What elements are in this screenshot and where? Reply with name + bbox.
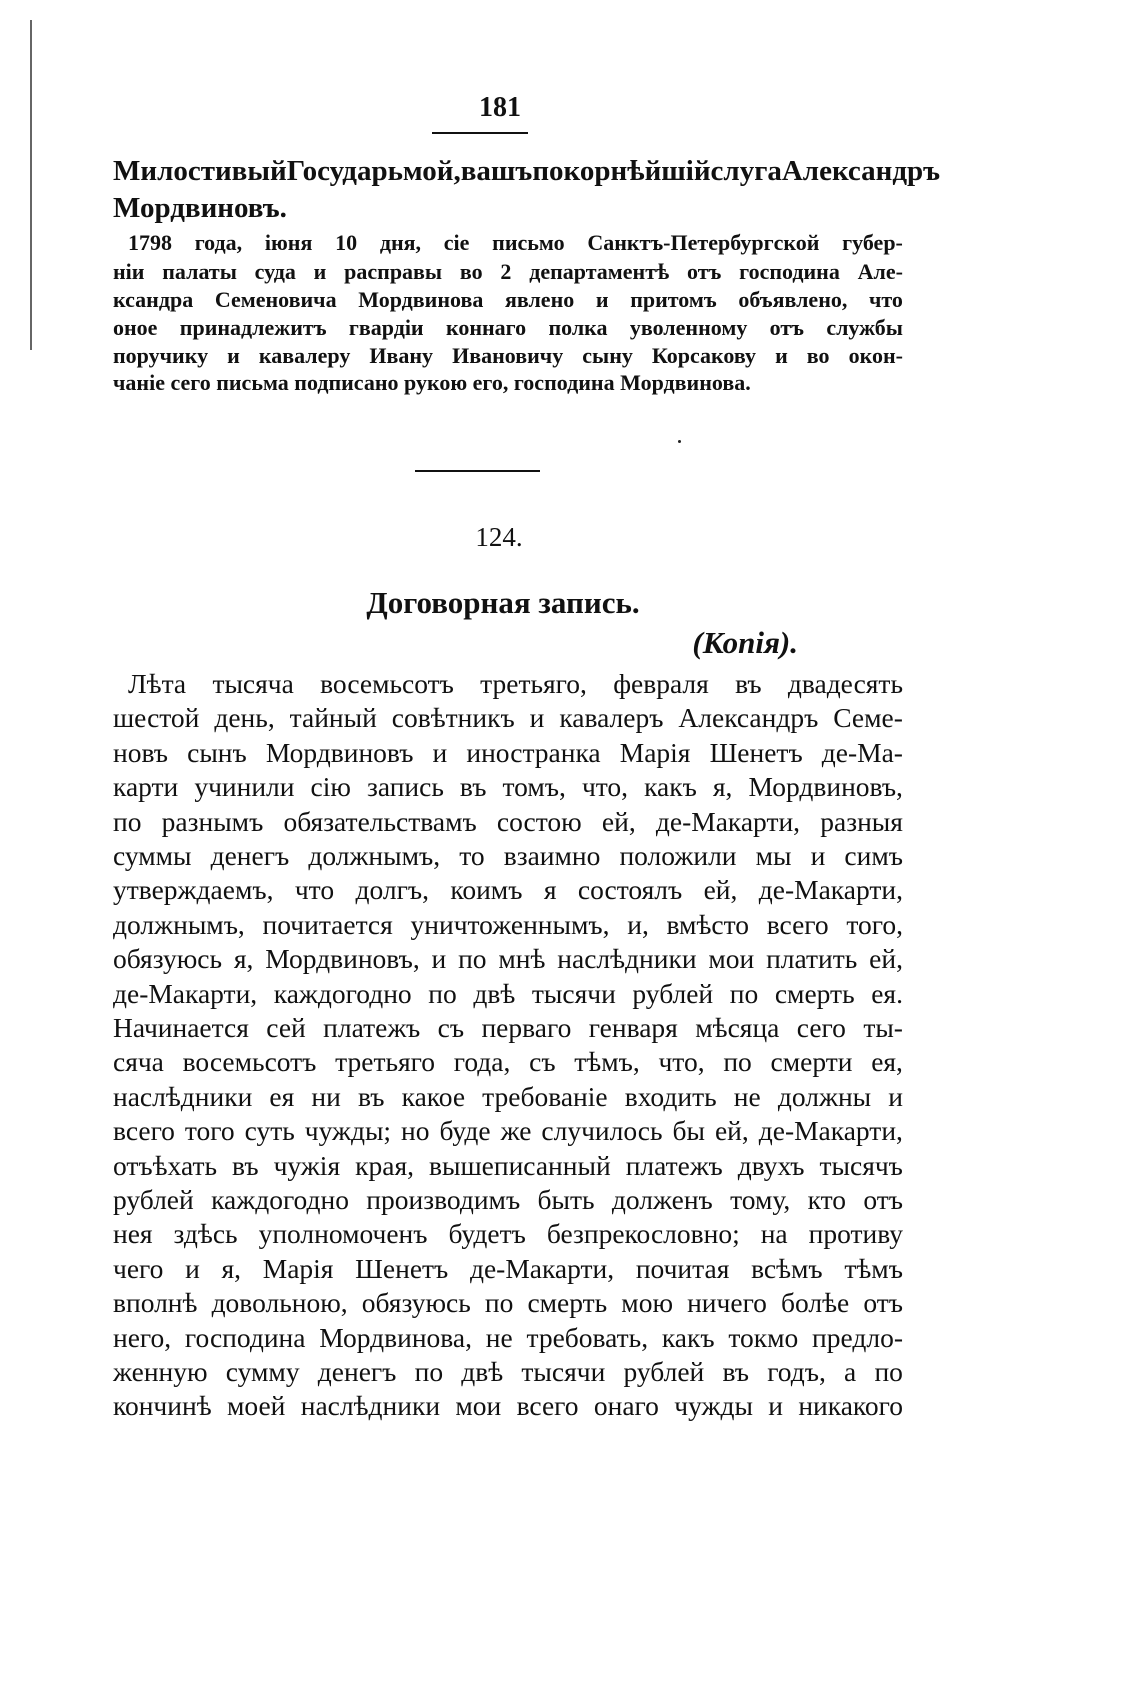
word: тѣмъ (844, 1252, 903, 1284)
word: де-Макарти, (758, 874, 903, 906)
word: по (113, 805, 142, 837)
word: ей, (703, 874, 738, 906)
word: вышеписанный (429, 1149, 611, 1181)
word: утверждаемъ, (113, 874, 274, 906)
word: и (185, 1252, 200, 1284)
word: состою (496, 805, 582, 837)
word: ея. (871, 977, 903, 1009)
word: того (184, 1115, 235, 1147)
word: какое (401, 1080, 466, 1112)
document-body-line (113, 1115, 903, 1147)
word: сыну (582, 343, 633, 368)
word: смерть (527, 1287, 608, 1319)
word: чужды (674, 1390, 753, 1422)
word: притомъ (630, 287, 717, 312)
registration-note-line (128, 230, 903, 256)
word: что, (581, 771, 629, 803)
word: противу (808, 1218, 903, 1250)
word: платежъ (323, 1012, 421, 1043)
word: восемьсотъ (320, 668, 454, 699)
word: мѣсяца (695, 1012, 780, 1043)
document-body-line (113, 702, 903, 734)
word: Шенетъ (355, 1252, 449, 1284)
word: производимъ (366, 1184, 521, 1215)
word: въ (357, 1080, 385, 1112)
page-number-rule (432, 132, 528, 134)
word: коннаго (445, 315, 527, 340)
word: Марiя (619, 736, 691, 768)
word: полка (548, 315, 608, 340)
word: Мордвинова, (319, 1321, 473, 1353)
word: чужiя (273, 1149, 341, 1181)
word: разныя (820, 805, 903, 837)
word: требовать, (526, 1321, 649, 1353)
word: и (227, 343, 240, 368)
word: обязательствамъ (283, 805, 477, 837)
word: де-Ма- (821, 736, 903, 768)
word: положили (619, 840, 737, 871)
word: требованiе (482, 1080, 608, 1112)
document-body-line (113, 1046, 903, 1078)
word: онаго (593, 1390, 659, 1422)
word: что, (658, 1046, 705, 1078)
word: кто (807, 1184, 846, 1215)
word: окон- (848, 343, 903, 368)
word: Ивану (369, 343, 434, 368)
word: отъѣхать (113, 1149, 217, 1181)
word: денегъ (317, 1356, 397, 1387)
word: случилось (541, 1115, 663, 1147)
word: Але- (857, 259, 903, 284)
word: двѣ (473, 977, 516, 1009)
word: томъ, (502, 771, 566, 803)
document-title: Договорная запись. (366, 585, 640, 620)
word: кавалеру (258, 343, 351, 368)
word: де-Макарти, (469, 1252, 615, 1284)
word: по (484, 1287, 514, 1319)
word: день, (214, 702, 275, 734)
word: и (431, 943, 447, 975)
word: двадесять (787, 668, 903, 699)
registration-note-line: чанiе сего письма подписано рукою его, господина Мордвинова. (113, 370, 751, 395)
word: сiю (310, 771, 351, 803)
word: ей, (869, 943, 903, 975)
word: Александръ (781, 155, 941, 187)
word: никакого (798, 1390, 903, 1422)
word: тысячъ (819, 1149, 903, 1181)
word: долженъ (611, 1184, 713, 1215)
copy-mark: (Копiя). (692, 625, 798, 660)
word: Мордвиновъ, (265, 943, 420, 975)
document-body-line (113, 1322, 903, 1354)
word: по (428, 977, 457, 1009)
word: должны (777, 1080, 872, 1112)
word: де-Макарти, (113, 977, 258, 1009)
word: состоялъ (577, 874, 683, 906)
word: сего (796, 1012, 846, 1043)
word: не (485, 1321, 513, 1353)
word: въ (232, 1149, 259, 1181)
word: входить (624, 1080, 717, 1112)
word: и (810, 840, 826, 871)
word: и (432, 736, 448, 768)
word: Корсакову (651, 343, 757, 368)
word: учинили (194, 771, 295, 803)
word: чего (113, 1252, 164, 1284)
word: отъ (863, 1287, 903, 1319)
document-body-line (113, 943, 903, 975)
word: суть (244, 1115, 295, 1147)
word: февраля (613, 668, 709, 699)
word: службы (826, 315, 903, 340)
document-body-line (128, 668, 903, 700)
word: въ (722, 1356, 749, 1387)
word: Мордвиновъ (265, 736, 414, 768)
word: по (729, 977, 759, 1009)
letter-signature: Мордвиновъ. (113, 192, 287, 224)
word: третьяго, (480, 668, 587, 699)
word: Мордвиновъ, (748, 771, 903, 803)
word: и (529, 702, 545, 734)
word: годъ, (767, 1356, 826, 1387)
word: двухъ (737, 1149, 805, 1181)
registration-note-line (113, 315, 903, 341)
word: по (874, 1356, 903, 1387)
word: тысяча (212, 668, 294, 699)
page-number: 181 (479, 92, 521, 123)
word: новъ (113, 736, 168, 768)
word: сей (266, 1012, 306, 1043)
word: почитается (262, 908, 393, 940)
word: въ (459, 771, 487, 803)
document-body-line (113, 1287, 903, 1319)
word: я, (221, 1252, 242, 1284)
word: и, (627, 908, 649, 940)
word: отъ (863, 1184, 903, 1215)
word: взаимно (503, 840, 601, 871)
word: и (768, 1390, 783, 1422)
document-body-line (113, 1081, 903, 1113)
document-body-line (113, 1253, 903, 1285)
document-body-line (113, 806, 903, 838)
document-body-line (113, 874, 903, 906)
word: тысячи (531, 977, 616, 1009)
word: расправы (344, 259, 443, 284)
document-body-line (113, 840, 903, 872)
word: Государь (286, 155, 403, 187)
word: моей (226, 1390, 286, 1422)
word: карти (113, 771, 179, 803)
word: рублей (632, 977, 714, 1009)
word: женную (113, 1356, 208, 1387)
word: слуга (710, 155, 782, 187)
word: Начинается (113, 1012, 249, 1043)
word: ея, (871, 1046, 903, 1078)
word: Ивановичу (452, 343, 564, 368)
word: 1798 (128, 230, 172, 255)
word: Семе- (833, 702, 903, 734)
word: должнымъ, (308, 840, 441, 871)
document-body-line (113, 1218, 903, 1250)
word: вмѣсто (666, 908, 750, 940)
word: уничтоженнымъ, (410, 908, 610, 940)
word: должнымъ, (113, 908, 245, 940)
word: ей, (714, 1115, 749, 1147)
word: уволенному (629, 315, 748, 340)
word: суда (254, 259, 296, 284)
word: тайный (289, 702, 377, 734)
word: объявлено, (738, 287, 848, 312)
word: я (543, 874, 557, 906)
word: де-Макарти, (655, 805, 801, 837)
word: палаты (162, 259, 237, 284)
word: восемьсотъ (182, 1046, 317, 1078)
word: мои (708, 943, 755, 975)
word: во (459, 259, 483, 284)
word: долгъ, (355, 874, 429, 906)
document-body-line (113, 1390, 903, 1422)
word: не (733, 1080, 761, 1112)
word: двѣ (461, 1356, 504, 1387)
word: въ (735, 668, 762, 699)
word: здѣсь (173, 1218, 238, 1250)
word: сумму (225, 1356, 300, 1387)
word: во (806, 343, 830, 368)
word: третьяго (335, 1046, 436, 1078)
word: я, (233, 943, 254, 975)
word: разнымъ (161, 805, 264, 837)
word: будетъ (448, 1218, 526, 1250)
word: Милостивый (113, 155, 287, 187)
word: смерти (770, 1046, 853, 1078)
word: Семеновича (214, 287, 337, 312)
word: наслѣдники (557, 943, 697, 975)
word: смерть (774, 977, 855, 1009)
word: буде (439, 1115, 491, 1147)
word: господина (184, 1321, 306, 1353)
word: мои (455, 1390, 502, 1422)
word: каждогодно (273, 977, 412, 1009)
word: что (869, 287, 903, 312)
word: бы (672, 1115, 705, 1147)
word: отъ (769, 315, 804, 340)
scan-edge (30, 20, 32, 350)
word: и (888, 1080, 903, 1112)
word: отъ (687, 259, 722, 284)
word: на (760, 1218, 788, 1250)
word: безпрекословно; (546, 1218, 740, 1250)
word: него, (113, 1321, 172, 1353)
document-body-line (113, 771, 903, 803)
word: денегъ (210, 840, 290, 871)
word: рублей (623, 1356, 705, 1387)
word: края, (355, 1149, 414, 1181)
word: Лѣта (128, 668, 187, 699)
word: симъ (844, 840, 903, 871)
word: по (723, 1046, 752, 1078)
word: тому, (730, 1184, 791, 1215)
word: вполнѣ (113, 1287, 198, 1319)
word: же (500, 1115, 532, 1147)
word: департаментѣ (529, 259, 670, 284)
word: Александръ (678, 702, 819, 734)
word: почитая (635, 1252, 730, 1284)
word: мнѣ (498, 943, 546, 975)
word: и (595, 287, 609, 312)
word: принадлежитъ (179, 315, 327, 340)
word: всего (766, 908, 829, 940)
word: письмо (492, 230, 565, 255)
word: явлено (504, 287, 575, 312)
document-body-line (113, 1012, 903, 1044)
stray-mark (678, 440, 681, 443)
word: сынъ (187, 736, 247, 768)
word: оное (113, 315, 158, 340)
word: рублей (113, 1184, 194, 1215)
word: шестой (113, 702, 200, 734)
word: гвардiи (348, 315, 424, 340)
word: губер- (842, 230, 903, 255)
word: съ (529, 1046, 556, 1078)
word: ксандра (113, 287, 194, 312)
word: по (414, 1356, 444, 1387)
word: 10 (335, 230, 358, 255)
word: тѣмъ, (574, 1046, 640, 1078)
word: какъ (644, 771, 697, 803)
word: платежъ (625, 1149, 723, 1181)
document-body-line (113, 737, 903, 769)
word: ничего (687, 1287, 767, 1319)
word: ты- (863, 1012, 903, 1043)
word: быть (537, 1184, 595, 1215)
word: того, (846, 908, 903, 940)
word: тысячи (521, 1356, 606, 1387)
word: года, (194, 230, 243, 255)
registration-note-line (113, 343, 903, 369)
word: по (458, 943, 487, 975)
word: уполномоченъ (258, 1218, 428, 1250)
word: каждогодно (211, 1184, 349, 1215)
word: ея (269, 1080, 295, 1112)
registration-note-line (113, 259, 903, 285)
word: болѣе (781, 1287, 850, 1319)
word: довольною, (211, 1287, 348, 1319)
word: перваго (481, 1012, 572, 1043)
word: господина (739, 259, 840, 284)
word: предло- (812, 1321, 903, 1353)
document-body-line (113, 1150, 903, 1182)
word: покорнѣйшiй (532, 155, 711, 187)
word: Шенетъ (709, 736, 803, 768)
word: и (775, 343, 788, 368)
word: кавалеръ (559, 702, 664, 734)
word: нiи (113, 259, 145, 284)
section-divider (415, 470, 540, 472)
word: съ (437, 1012, 465, 1043)
registration-note-line (113, 287, 903, 313)
document-body-line (113, 1356, 903, 1388)
word: де-Макарти, (758, 1115, 903, 1147)
word: генваря (588, 1012, 678, 1043)
word: нея (113, 1218, 153, 1250)
word: Санктъ-Петербургской (587, 230, 820, 255)
word: всего (113, 1115, 175, 1147)
word: токмо (728, 1321, 799, 1353)
word: всѣмъ (751, 1252, 823, 1284)
letter-closing-line (113, 155, 941, 188)
word: вашъ (460, 155, 533, 187)
word: что (294, 874, 335, 906)
word: иностранка (466, 736, 601, 768)
word: обязуюсь (113, 943, 223, 975)
document-number: 124. (475, 522, 523, 552)
word: запись (366, 771, 444, 803)
word: то (459, 840, 485, 871)
word: сiе (443, 230, 470, 255)
word: а (844, 1356, 857, 1387)
word: мы (755, 840, 792, 871)
word: дня, (379, 230, 422, 255)
word: совѣтникъ (391, 702, 515, 734)
word: я, (712, 771, 733, 803)
word: Марiя (262, 1252, 334, 1284)
word: мою (621, 1287, 673, 1319)
word: 2 (500, 259, 512, 284)
word: и (313, 259, 327, 284)
word: наслѣдники (113, 1080, 253, 1112)
word: кончинѣ (113, 1390, 212, 1422)
word: обязуюсь (361, 1287, 471, 1319)
word: суммы (113, 840, 192, 871)
word: наслѣдники (300, 1390, 441, 1422)
word: но (401, 1115, 430, 1147)
word: какъ (661, 1321, 715, 1353)
document-body-line (113, 978, 903, 1010)
word: Мордвинова (358, 287, 484, 312)
word: iюня (264, 230, 313, 255)
word: ей, (601, 805, 636, 837)
document-body-line (113, 1184, 903, 1216)
word: коимъ (450, 874, 523, 906)
document-body-line (113, 909, 903, 941)
word: сяча (113, 1046, 164, 1078)
word: платить (766, 943, 858, 975)
word: года, (453, 1046, 511, 1078)
word: всего (516, 1390, 579, 1422)
word: мой, (402, 155, 461, 187)
word: поручику (113, 343, 209, 368)
word: чужды; (304, 1115, 392, 1147)
word: ни (311, 1080, 341, 1112)
